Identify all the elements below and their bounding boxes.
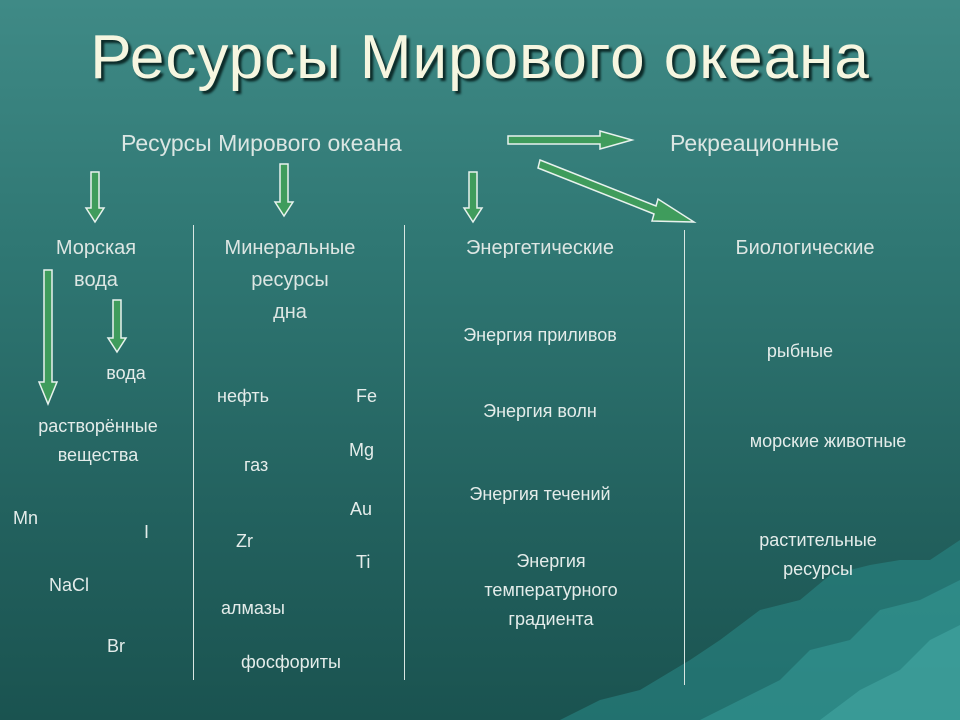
energy-waves: Энергия волн [483,401,597,421]
energy-currents: Энергия течений [469,484,611,504]
mineral-zr: Zr [236,531,253,551]
bio-plant-resources: растительные ресурсы [759,530,877,579]
arrow-down-sea-water [86,172,104,222]
energy-heading: Энергетические [466,237,614,259]
arrow-down-energy [464,172,482,222]
element-mn: Mn [13,508,39,528]
dissolved-label: растворённые вещества [38,416,158,465]
element-nacl: NaCl [49,575,90,595]
energy-thermal-gradient: Энергия температурного градиента [484,551,618,629]
arrow-down-mineral [275,164,293,216]
mineral-heading: Минеральные ресурсы дна [224,237,356,323]
water-label: вода [106,363,146,383]
subtitle: Ресурсы Мирового океана [121,130,402,156]
mineral-gas: газ [244,455,269,475]
arrow-diagonal [538,160,694,222]
recreational-label: Рекреационные [670,130,840,156]
sea-water-heading: Морская вода [55,237,137,291]
divider-3 [684,230,685,685]
arrow-right [508,131,632,149]
mineral-fe: Fe [356,386,378,406]
element-br: Br [107,636,125,656]
mineral-ti: Ti [356,552,371,572]
page-title: Ресурсы Мирового океана [90,23,870,92]
bio-fish: рыбные [766,341,834,361]
element-i: I [144,522,150,542]
mineral-diamonds: алмазы [221,598,285,618]
arrow-down-water [108,300,126,352]
biological-heading: Биологические [735,237,875,259]
energy-tides: Энергия приливов [463,325,617,345]
divider-2 [404,225,405,680]
divider-1 [193,225,194,680]
bio-sea-animals: морские животные [749,431,907,451]
mineral-au: Au [350,499,373,519]
mineral-phosphorites: фосфориты [241,652,341,672]
mineral-oil: нефть [217,386,269,406]
mineral-mg: Mg [349,440,375,460]
